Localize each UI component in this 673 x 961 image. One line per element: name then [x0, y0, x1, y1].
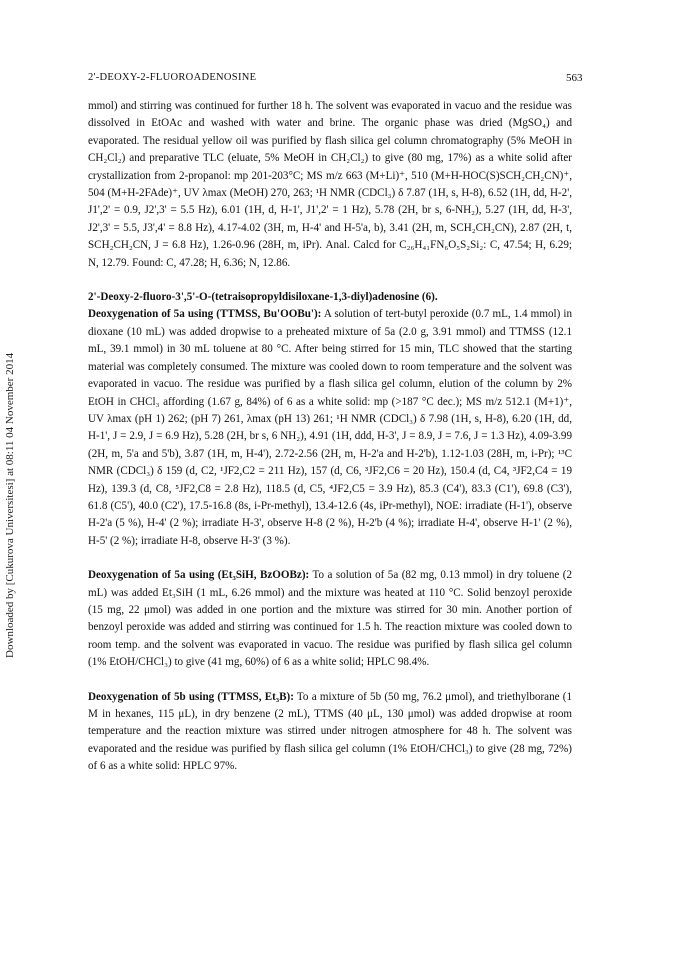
procedure-heading-2: Deoxygenation of 5a using (Et₃SiH, BzOOBz):: [88, 569, 310, 582]
compound-heading: [88, 289, 572, 306]
procedure-text-1: A solution of tert-butyl peroxide (0.7 mL, 1.4 mmol) in dioxane (10 mL) was added dropwise to a preheated mixture of 5a (2.0 g, 3.91 mmol) and TTMSS (12.1 mL, 39.1 mmol) in 30 mL toluene at 80 °C. After being stirred for 15 min, TLC showed that the starting material was completely consumed. The mixture was cooled down to room temperature and the solvent was evaporated in vacuo. The residue was purified by a flash silica gel column, elution of the column by 2% EtOH in CHCl₃ affording (1.67 g, 84%) of 6 as a white solid: mp (>187 °C dec.); MS m/z 512.1 (M+1)⁺, UV λmax (pH 1) 262; (pH 7) 261, λmax (pH 13) 261; ¹H NMR (CDCl₃) δ 7.98 (1H, s, H-8), 6.20 (1H, dd, H-1', J = 2.9, J = 6.9 Hz), 5.28 (2H, br s, 6 NH₂), 4.91 (1H, ddd, H-3', J = 8.9, J = 7.6, J = 1.3 Hz), 4.09-3.99 (2H, m, 5'a and 5'b), 3.87 (1H, m, H-4'), 2.72-2.56 (2H, m, H-2'a and H-2'b), 1.12-1.03 (28H, m, i-Pr); ¹³C NMR (CDCl₃) δ 159 (d, C2, ¹JF2,C2 = 211 Hz), 157 (d, C6, ³JF2,C6 = 20 Hz), 150.4 (d, C4, ³JF2,C4 = 19 Hz), 139.3 (d, C8, ⁵JF2,C8 = 2.8 Hz), 118.5 (d, C5, ⁴JF2,C5 = 3.9 Hz), 85.3 (C4'), 83.3 (C1'), 69.8 (C3'), 61.8 (C5'), 40.0 (C2'), 17.5-16.8 (8s, i-Pr-methyl), 13.4-12.6 (4s, iPr-methyl), NOE: irradiate (H-1'), observe H-2'a (5 %), H-4' (2 %); irradiate H-3', observe H-8 (2 %), H-2'b (4 %); irradiate H-4', observe H-1' (2 %), H-5' (2 %); irradiate H-8, observe H-3' (3 %).: [88, 308, 572, 547]
download-watermark: Downloaded by [Cukurova Universitesi] at 08:11 04 November 2014: [4, 352, 16, 658]
compound-title: 2'-Deoxy-2-fluoro-3',5'-O-(tetraisopropyldisiloxane-1,3-diyl)adenosine (6).: [88, 291, 438, 304]
paragraph-continuation: mmol) and stirring was continued for further 18 h. The solvent was evaporated in vacuo and the residue was dissolved in EtOAc and washed with water and brine. The organic phase was dried (MgSO₄) and evaporated. The residual yellow oil was purified by flash silica gel column chromatography (5% MeOH in CH₂Cl₂) and preparative TLC (eluate, 5% MeOH in CH₂Cl₂) to give (80 mg, 17%) as a white solid after crystallization from 2-propanol: mp 201-203°C; MS m/z 663 (M+Li)⁺, 510 (M+H-HOC(S)SCH₂CH₂CN)⁺, 504 (M+H-2FAde)⁺, UV λmax (MeOH) 270, 263; ¹H NMR (CDCl₃) δ 7.87 (1H, s, H-8), 6.52 (1H, dd, H-2', J1',2' = 0.9, J2',3' = 5.5 Hz), 6.01 (1H, d, H-1', J1',2' = 1 Hz), 5.78 (2H, br s, 6-NH₂), 5.27 (1H, dd, H-3', J2',3' = 5.5, J3',4' = 8.8 Hz), 4.17-4.02 (3H, m, H-4' and H-5'a, b), 3.41 (2H, m, SCH₂CH₂CN), 2.87 (2H, t, SCH₂CH₂CN, J = 6.8 Hz), 1.26-0.96 (28H, m, iPr). Anal. Calcd for C₂₆H₄₁FN₆O₅S₂Si₂: C, 47.54; H, 6.29; N, 12.79. Found: C, 47.28; H, 6.36; N, 12.86.: [88, 100, 572, 269]
article-body: [88, 98, 572, 776]
procedure-heading-3: Deoxygenation of 5b using (TTMSS, Et₃B):: [88, 690, 294, 703]
procedure-text-3: To a mixture of 5b (50 mg, 76.2 μmol), and triethylborane (1 M in hexanes, 115 μL), in dry benzene (2 mL), TTMS (40 μL, 130 μmol) was added dropwise at room temperature and the reaction mixture was stirred under nitrogen atmosphere for 48 h. The solvent was evaporated and the residue was purified by flash silica gel column (1% EtOH/CHCl₃) to give (28 mg, 72%) of 6 as a white solid: HPLC 97%.: [88, 690, 573, 773]
running-title: 2'-DEOXY-2-FLUOROADENOSINE: [88, 72, 257, 83]
page-number: 563: [566, 72, 583, 84]
procedure-heading-1: Deoxygenation of 5a using (TTMSS, Bu'OOBu'):: [88, 308, 322, 321]
procedure-text-2: To a solution of 5a (82 mg, 0.13 mmol) in dry toluene (2 mL) was added Et₃SiH (1 mL, 6.26 mmol) and the mixture was heated at 110 °C. Solid benzoyl peroxide (15 mg, 22 μmol) was added in one portion and the mixture was stirred for 30 min. Another portion of benzoyl peroxide was added and stirring was continued for 1.5 h. The reaction mixture was cooled down to room temp. and the solvent was evaporated in vacuo. The residue was purified by flash silica gel column (1% EtOH/CHCl₃) to give (41 mg, 60%) of 6 as a white solid; HPLC 98.4%.: [88, 569, 572, 669]
procedure-paragraph-2: [88, 567, 572, 671]
procedure-paragraph-1: [88, 306, 572, 550]
procedure-paragraph-3: [88, 689, 572, 776]
